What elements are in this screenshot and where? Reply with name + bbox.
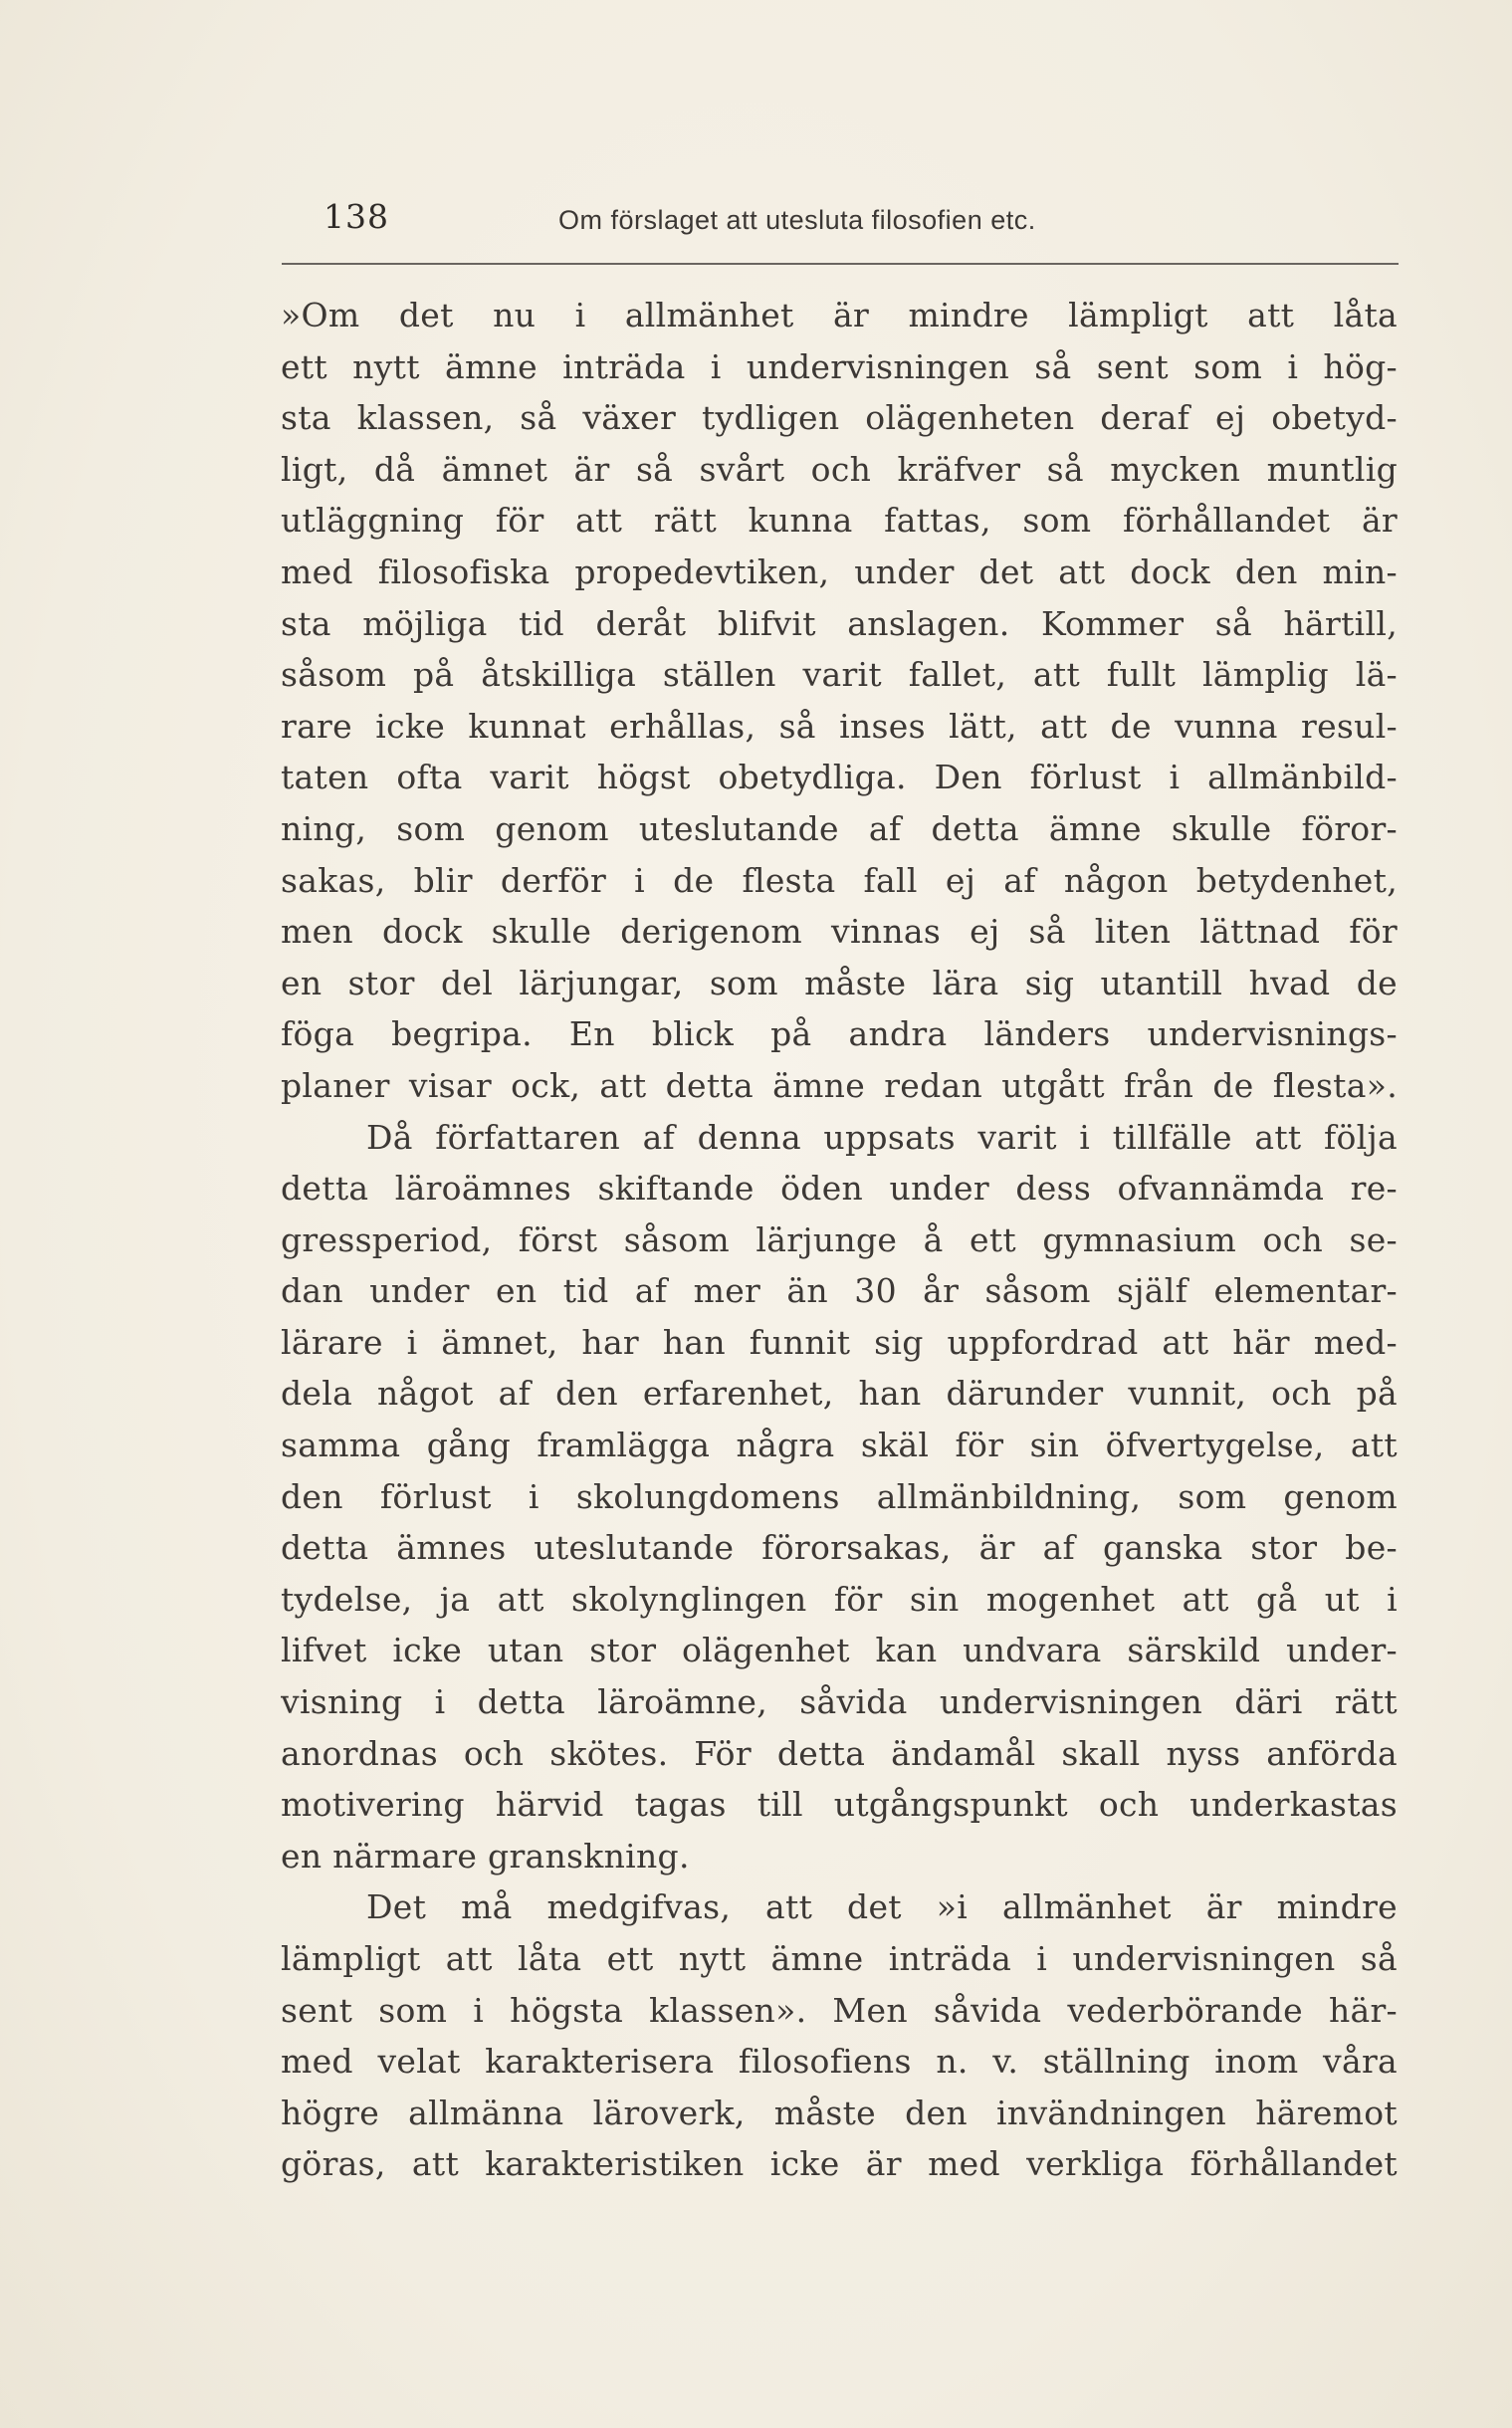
text-line: sent som i högsta klassen». Men såvida vederbörande här- <box>281 1990 1398 2030</box>
text-line: ligt, då ämnet är så svårt och kräfver så mycken muntlig <box>281 449 1398 489</box>
text-line: men dock skulle derigenom vinnas ej så liten lättnad för <box>281 912 1398 952</box>
text-line: anordnas och skötes. För detta ändamål skall nyss anförda <box>281 1733 1398 1773</box>
text-line: Det må medgifvas, att det »i allmänhet är mindre <box>366 1887 1398 1927</box>
text-line: gressperiod, först såsom lärjunge å ett gymnasium och se- <box>281 1219 1398 1259</box>
text-line: detta läroämnes skiftande öden under dess ofvannämda re- <box>281 1169 1398 1209</box>
text-line: lifvet icke utan stor olägenhet kan undvara särskild under- <box>281 1631 1398 1670</box>
text-line: »Om det nu i allmänhet är mindre lämpligt att låta <box>281 296 1398 334</box>
text-line: samma gång framlägga några skäl för sin öfvertygelse, att <box>281 1426 1398 1465</box>
text-line: lärare i ämnet, har han funnit sig uppfordrad att här med- <box>281 1322 1398 1362</box>
text-line: planer visar ock, att detta ämne redan utgått från de flesta». <box>281 1065 1398 1105</box>
text-line: högre allmänna läroverk, måste den invändningen häremot <box>281 2093 1398 2132</box>
page-number: 138 <box>324 197 389 236</box>
text-line: en närmare granskning. <box>281 1836 690 1876</box>
page-header <box>324 197 1379 257</box>
text-line: såsom på åtskilliga ställen varit fallet, att fullt lämplig lä- <box>281 655 1398 695</box>
text-line: tydelse, ja att skolynglingen för sin mogenhet att gå ut i <box>281 1579 1398 1619</box>
body-text <box>281 290 1398 2190</box>
header-rule <box>282 263 1399 265</box>
text-line: visning i detta läroämne, såvida undervisningen däri rätt <box>281 1682 1398 1722</box>
text-line: föga begripa. En blick på andra länders undervisnings- <box>281 1014 1398 1054</box>
running-head: Om förslaget att utesluta filosofien etc. <box>558 205 1036 235</box>
text-line: med velat karakterisera filosofiens n. v. ställning inom våra <box>281 2042 1398 2082</box>
text-line: sta möjliga tid deråt blifvit anslagen. Kommer så härtill, <box>281 603 1398 643</box>
text-line: göras, att karakteristiken icke är med verkliga förhållandet <box>281 2144 1398 2184</box>
text-line: sta klassen, så växer tydligen olägenheten deraf ej obetyd- <box>281 398 1398 438</box>
text-line: ning, som genom uteslutande af detta ämne skulle föror- <box>281 808 1398 848</box>
text-line: utläggning för att rätt kunna fattas, som förhållandet är <box>281 501 1398 541</box>
text-line: taten ofta varit högst obetydliga. Den förlust i allmänbild- <box>281 758 1398 797</box>
text-line: rare icke kunnat erhållas, så inses lätt, att de vunna resul- <box>281 706 1398 746</box>
text-line: Då författaren af denna uppsats varit i tillfälle att följa <box>366 1117 1398 1157</box>
text-line: sakas, blir derför i de flesta fall ej af någon betydenhet, <box>281 860 1398 900</box>
text-line: motivering härvid tagas till utgångspunkt och underkastas <box>281 1785 1398 1825</box>
text-line: dela något af den erfarenhet, han därunder vunnit, och på <box>281 1374 1398 1414</box>
text-line: ett nytt ämne inträda i undervisningen så sent som i hög- <box>281 346 1398 386</box>
text-line: den förlust i skolungdomens allmänbildning, som genom <box>281 1476 1398 1516</box>
text-line: dan under en tid af mer än 30 år såsom själf elementar- <box>281 1271 1398 1311</box>
text-line: en stor del lärjungar, som måste lära sig utantill hvad de <box>281 963 1398 1002</box>
text-line: med filosofiska propedevtiken, under det att dock den min- <box>281 552 1398 591</box>
text-line: detta ämnes uteslutande förorsakas, är af ganska stor be- <box>281 1528 1398 1568</box>
text-line: lämpligt att låta ett nytt ämne inträda i undervisningen så <box>281 1939 1398 1978</box>
